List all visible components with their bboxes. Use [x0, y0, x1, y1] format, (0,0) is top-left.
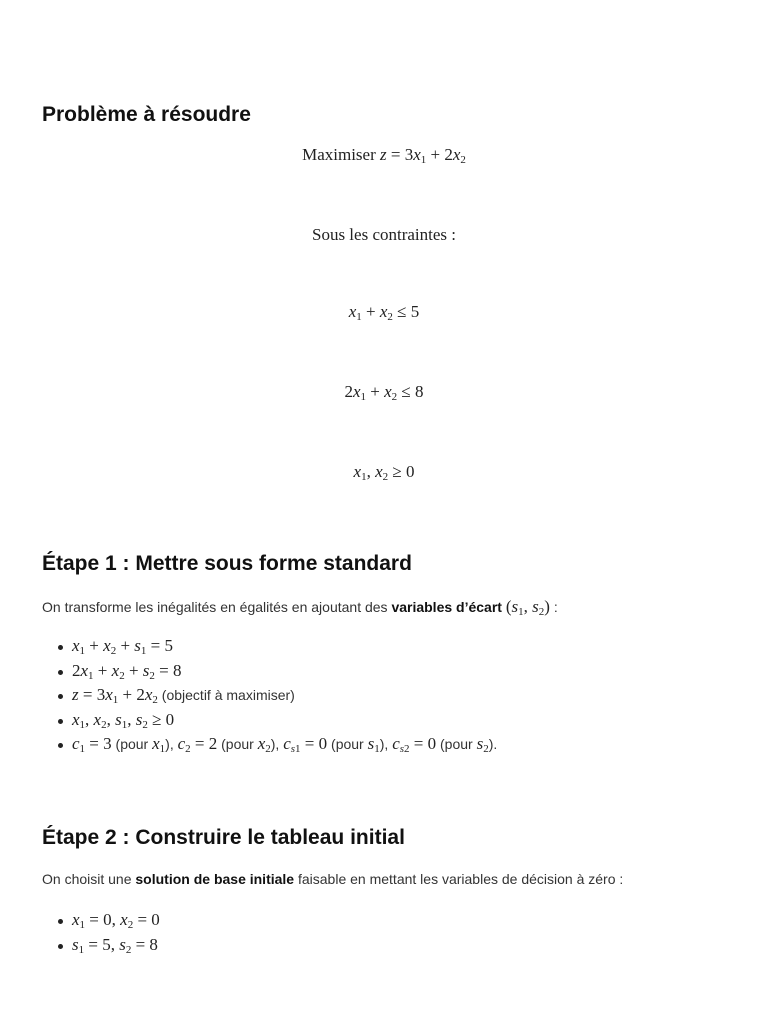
initial-basic-solution-term: solution de base initiale [135, 871, 295, 887]
list-item: $s_1 = 5$, $s_2 = 8$ [42, 933, 160, 958]
section-title-step1: Étape 1 : Mettre sous forme standard [42, 552, 412, 575]
step2-intro: On choisit une solution de base initiale faisable en mettant les variables de décision à zéro : [42, 871, 624, 887]
constraints-label: Sous les contraintes : [311, 225, 456, 244]
list-item: $z = 3x_1 + 2x_2$ (objectif à maximiser) [42, 683, 497, 708]
list-item: $2x_1 + x_2 + s_2 = 8$ [42, 659, 497, 684]
initial-solution-list [42, 908, 160, 957]
constraint-1: $x_1 + x_2 \le 5$ [348, 302, 420, 323]
objective-formula: Maximiser $z = 3x_1 + 2x_2$ [302, 145, 466, 166]
list-item: $c_1 = 3$ (pour $x_1$), $c_2 = 2$ (pour $x_2$), $c_{s1} = 0$ (pour $s_1$), $c_{s2} = 0$ (pour $s_2$). [42, 732, 497, 757]
list-item: $x_1 = 0$, $x_2 = 0$ [42, 908, 160, 933]
objective-word: Maximiser [302, 145, 376, 164]
standard-form-list [42, 634, 497, 757]
constraint-2: $2x_1 + x_2 \le 8$ [344, 382, 424, 403]
step1-intro: On transforme les inégalités en égalités en ajoutant des variables d’écart ($s_1$, $s_2$) : [42, 597, 558, 618]
slack-variables-term: variables d’écart [391, 599, 502, 615]
section-title-problem: Problème à résoudre [42, 103, 251, 126]
list-item: $x_1$, $x_2$, $s_1$, $s_2 \ge 0$ [42, 708, 497, 733]
section-title-step2: Étape 2 : Construire le tableau initial [42, 826, 405, 849]
constraint-nonnegativity: $x_1$, $x_2 \ge 0$ [353, 462, 415, 483]
list-item: $x_1 + x_2 + s_1 = 5$ [42, 634, 497, 659]
